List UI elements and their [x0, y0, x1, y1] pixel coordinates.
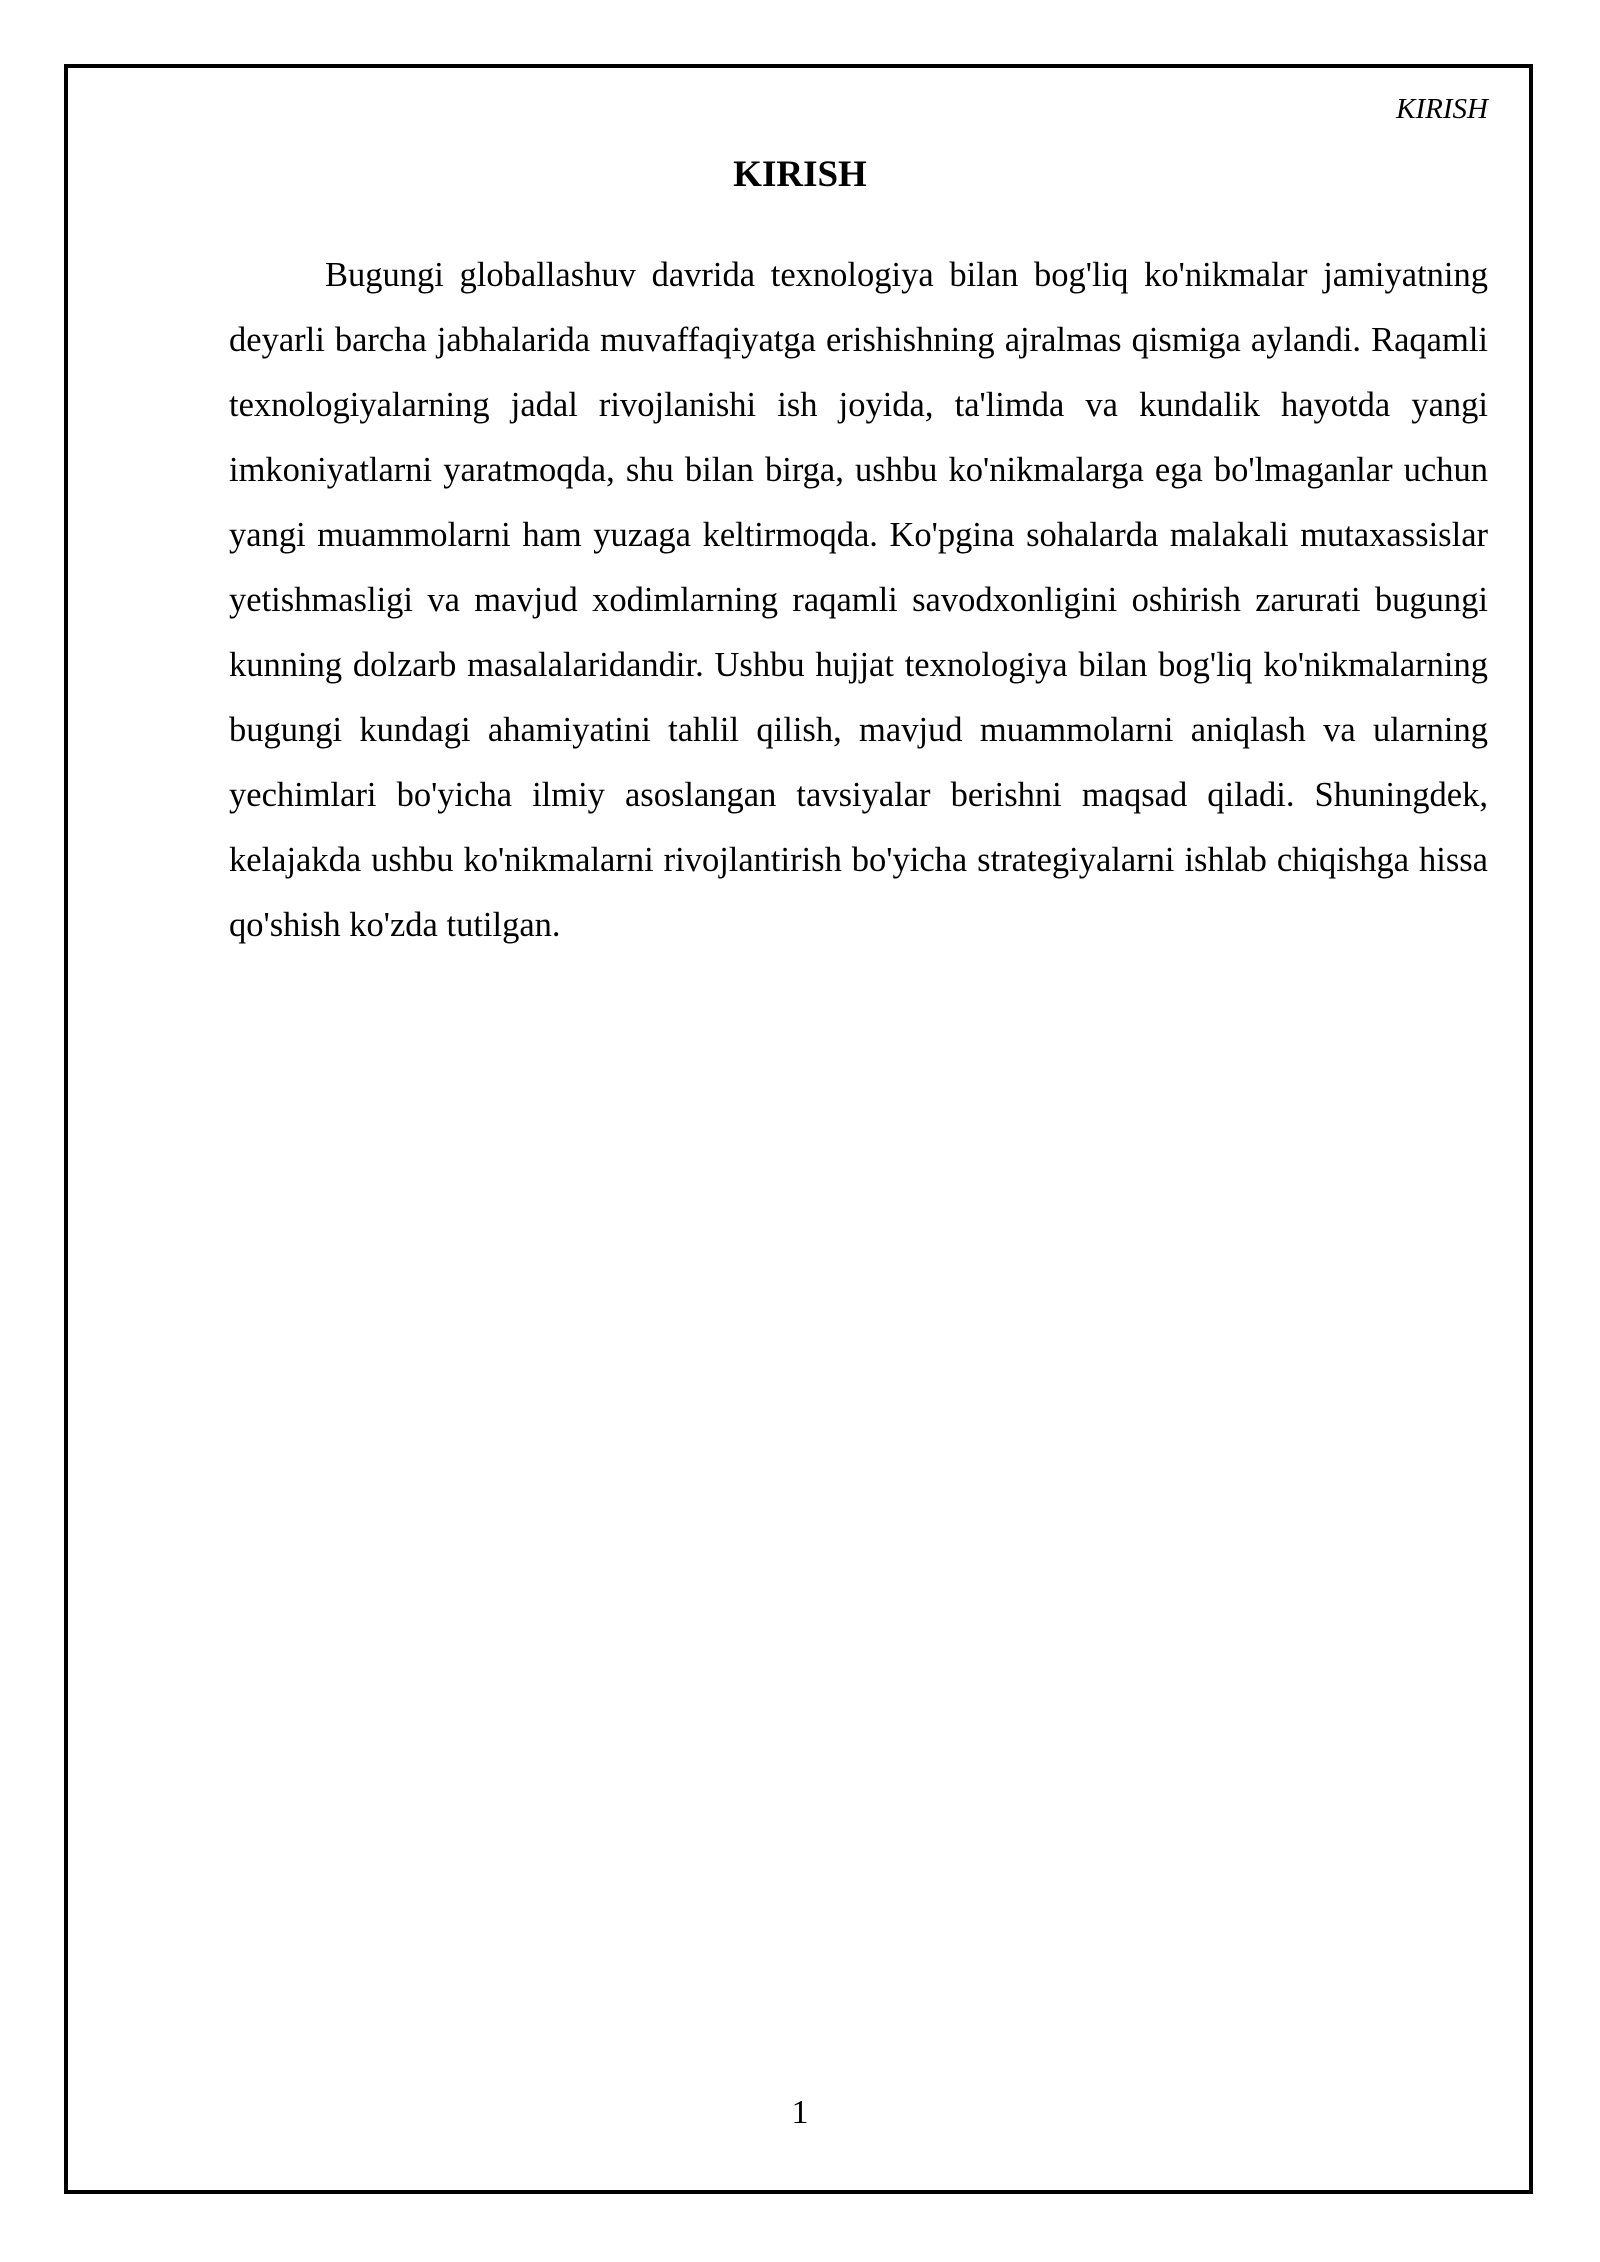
running-header: KIRISH [1396, 93, 1488, 125]
page-title: KIRISH [733, 154, 867, 195]
page-number: 1 [791, 2094, 809, 2131]
body-paragraph: Bugungi globallashuv davrida texnologiya bilan bog'liq ko'nikmalar jamiyatning deyarli barcha jabhalarida muvaffaqiyatga erishishning ajralmas qismiga aylandi. Raqamli texnologiyalarning jadal rivojlanishi ish joyida, ta'limda va kundalik hayotda yangi imkoniyatlarni yaratmoqda, shu bilan birga, ushbu ko'nikmalarga ega bo'lmaganlar uchun yangi muammolarni ham yuzaga keltirmoqda. Ko'pgina sohalarda malakali mutaxassislar yetishmasligi va mavjud xodimlarning raqamli savodxonligini oshirish zarurati bugungi kunning dolzarb masalalaridandir. Ushbu hujjat texnologiya bilan bog'liq ko'nikmalarning bugungi kundagi ahamiyatini tahlil qilish, mavjud muammolarni aniqlash va ularning yechimlari bo'yicha ilmiy asoslangan tavsiyalar berishni maqsad qiladi. Shuningdek, kelajakda ushbu ko'nikmalarni rivojlantirish bo'yicha strategiyalarni ishlab chiqishga hissa qo'shish ko'zda tutilgan. [229, 256, 1488, 944]
